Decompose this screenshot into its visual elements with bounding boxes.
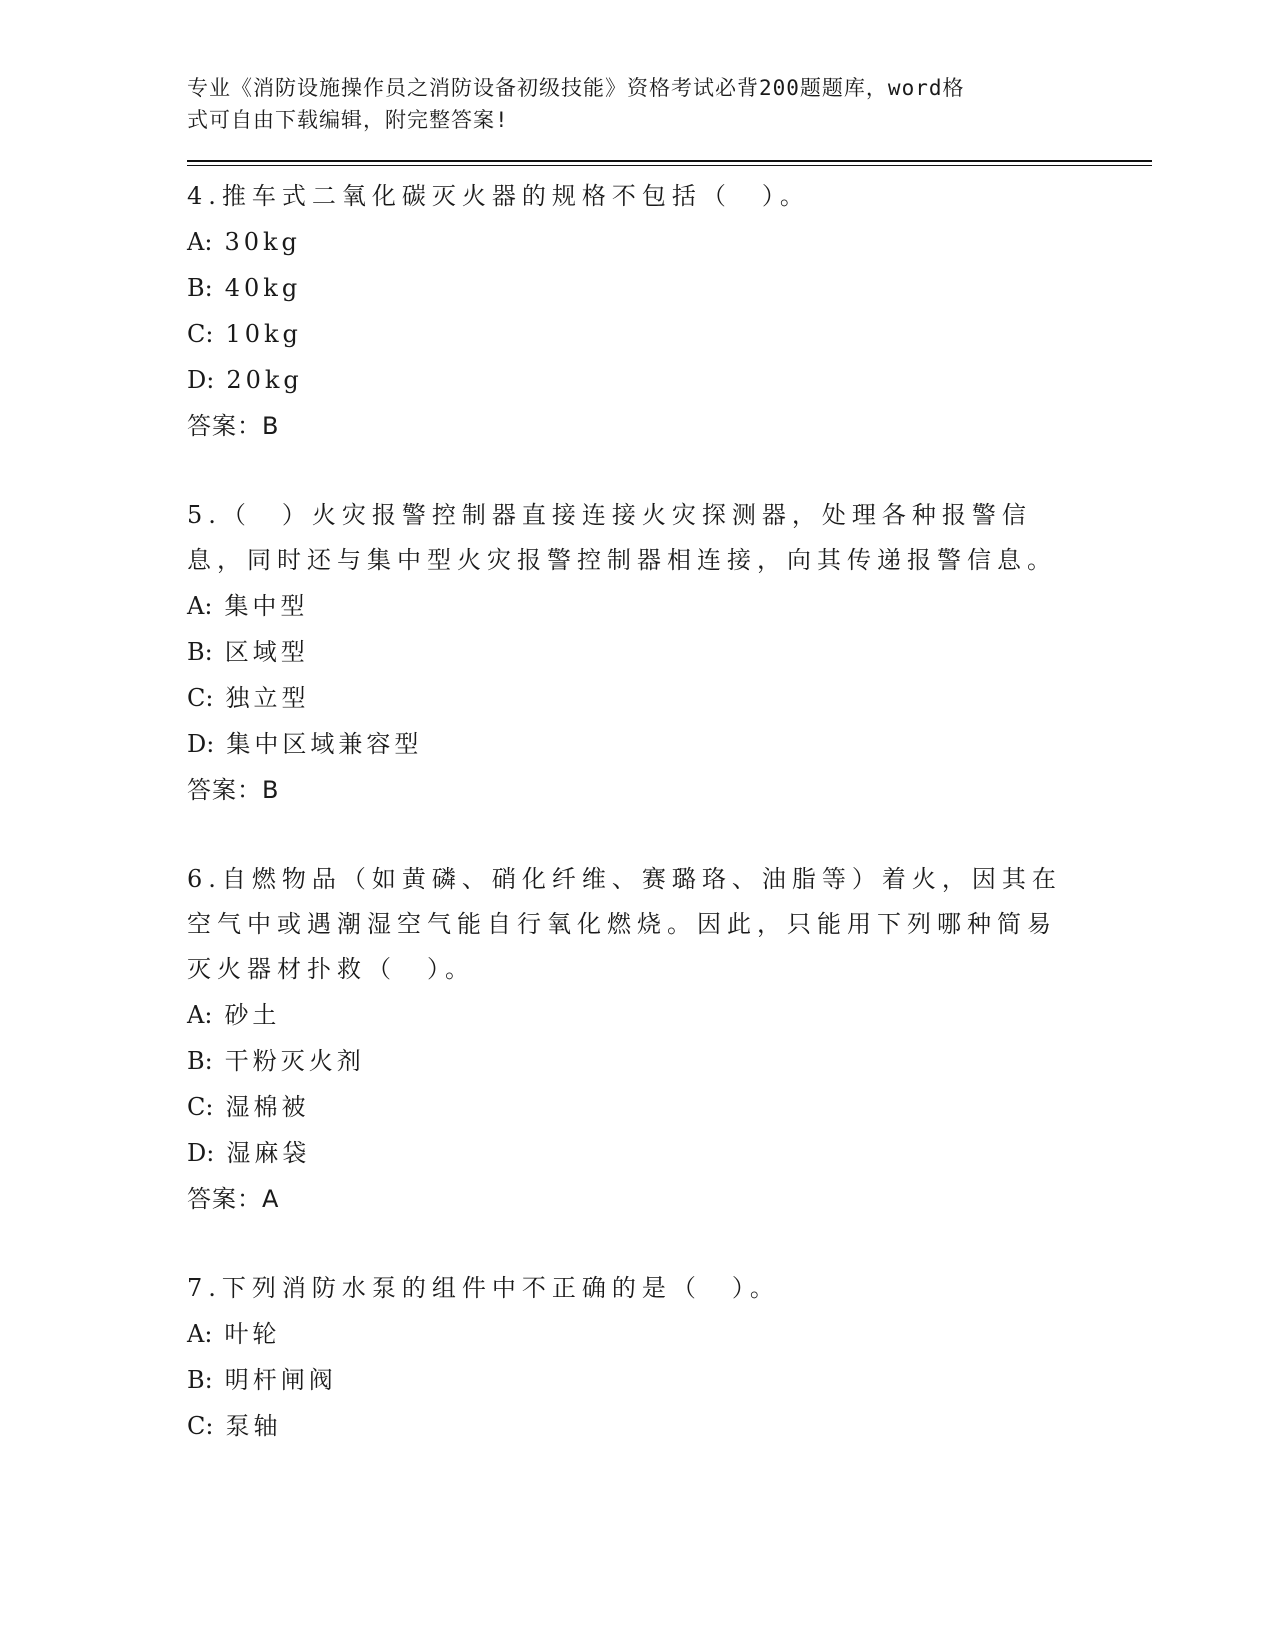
question-number: 4.	[187, 182, 222, 210]
answer-value: B	[262, 776, 280, 804]
option-text: 叶轮	[224, 1320, 281, 1348]
option-text: 独立型	[225, 684, 310, 712]
option-separator: :	[204, 1320, 217, 1348]
option-letter: B	[187, 638, 205, 666]
question-number: 7.	[187, 1274, 222, 1302]
option-d	[187, 357, 1152, 403]
option-text: 40kg	[224, 274, 302, 302]
option-separator: :	[204, 1047, 217, 1075]
question-list	[187, 174, 1152, 1449]
option-a	[187, 583, 1152, 629]
option-separator: :	[204, 592, 217, 620]
question-text	[187, 857, 1067, 992]
header-line-2: 式可自由下载编辑，附完整答案!	[187, 108, 509, 132]
document-page	[187, 72, 1152, 1493]
option-letter: C	[187, 684, 206, 712]
option-letter: B	[187, 274, 205, 302]
option-letter: C	[187, 1093, 206, 1121]
option-a	[187, 1311, 1152, 1357]
option-text: 湿棉被	[225, 1093, 310, 1121]
header-divider	[187, 160, 1152, 166]
option-c	[187, 1084, 1152, 1130]
question-body: 推车式二氧化碳灭火器的规格不包括（ ）。	[221, 182, 810, 210]
option-text: 明杆闸阀	[224, 1366, 337, 1394]
option-separator: :	[205, 320, 218, 348]
option-d	[187, 721, 1152, 767]
option-letter: B	[187, 1047, 205, 1075]
option-separator: :	[205, 1093, 218, 1121]
question-text	[187, 493, 1067, 583]
option-letter: C	[187, 320, 206, 348]
answer-label: 答案：	[187, 412, 262, 440]
option-letter: A	[187, 1320, 205, 1348]
option-b	[187, 1357, 1152, 1403]
option-separator: :	[205, 1412, 218, 1440]
option-letter: C	[187, 1412, 206, 1440]
option-text: 砂土	[224, 1001, 281, 1029]
option-c	[187, 311, 1152, 357]
answer-line	[187, 1176, 1152, 1222]
option-text: 湿麻袋	[226, 1139, 311, 1167]
option-separator: :	[204, 274, 217, 302]
option-letter: D	[187, 1139, 207, 1167]
option-text: 20kg	[226, 366, 303, 394]
option-c	[187, 675, 1152, 721]
answer-label: 答案：	[187, 776, 262, 804]
option-text: 区域型	[224, 638, 309, 666]
answer-value: A	[262, 1185, 280, 1213]
option-b	[187, 265, 1152, 311]
option-separator: :	[206, 366, 219, 394]
question-4	[187, 174, 1152, 449]
question-number: 6.	[187, 865, 222, 893]
option-c	[187, 1403, 1152, 1449]
option-text: 30kg	[224, 228, 301, 256]
question-text	[187, 1266, 1067, 1311]
header-line-1: 专业《消防设施操作员之消防设备初级技能》资格考试必背200题题库，word格	[187, 76, 965, 100]
question-number: 5.	[187, 501, 222, 529]
option-b	[187, 629, 1152, 675]
option-b	[187, 1038, 1152, 1084]
question-body: 下列消防水泵的组件中不正确的是（ ）。	[221, 1274, 780, 1302]
option-separator: :	[204, 638, 217, 666]
answer-line	[187, 403, 1152, 449]
option-separator: :	[204, 228, 217, 256]
option-separator: :	[204, 1366, 217, 1394]
option-letter: A	[187, 1001, 205, 1029]
option-separator: :	[206, 730, 219, 758]
option-separator: :	[205, 684, 218, 712]
answer-label: 答案：	[187, 1185, 262, 1213]
option-text: 泵轴	[225, 1412, 282, 1440]
option-letter: D	[187, 366, 207, 394]
option-separator: :	[206, 1139, 219, 1167]
option-text: 10kg	[225, 320, 302, 348]
option-text: 集中型	[224, 592, 309, 620]
answer-line	[187, 767, 1152, 813]
question-text	[187, 174, 1067, 219]
question-6	[187, 857, 1152, 1222]
option-letter: A	[187, 228, 205, 256]
question-7	[187, 1266, 1152, 1449]
question-5	[187, 493, 1152, 813]
option-letter: A	[187, 592, 205, 620]
question-body: （ ）火灾报警控制器直接连接火灾探测器，处理各种报警信息，同时还与集中型火灾报警控制器相连接，向其传递报警信息。	[187, 501, 1057, 574]
option-letter: D	[187, 730, 207, 758]
question-body: 自燃物品（如黄磷、硝化纤维、赛璐珞、油脂等）着火，因其在空气中或遇潮湿空气能自行氧化燃烧。因此，只能用下列哪种简易灭火器材扑救（ ）。	[187, 865, 1062, 983]
option-separator: :	[204, 1001, 217, 1029]
option-letter: B	[187, 1366, 205, 1394]
answer-value: B	[262, 412, 280, 440]
option-a	[187, 992, 1152, 1038]
option-text: 集中区域兼容型	[226, 730, 423, 758]
document-header	[187, 72, 1067, 136]
option-text: 干粉灭火剂	[224, 1047, 365, 1075]
option-a	[187, 219, 1152, 265]
option-d	[187, 1130, 1152, 1176]
